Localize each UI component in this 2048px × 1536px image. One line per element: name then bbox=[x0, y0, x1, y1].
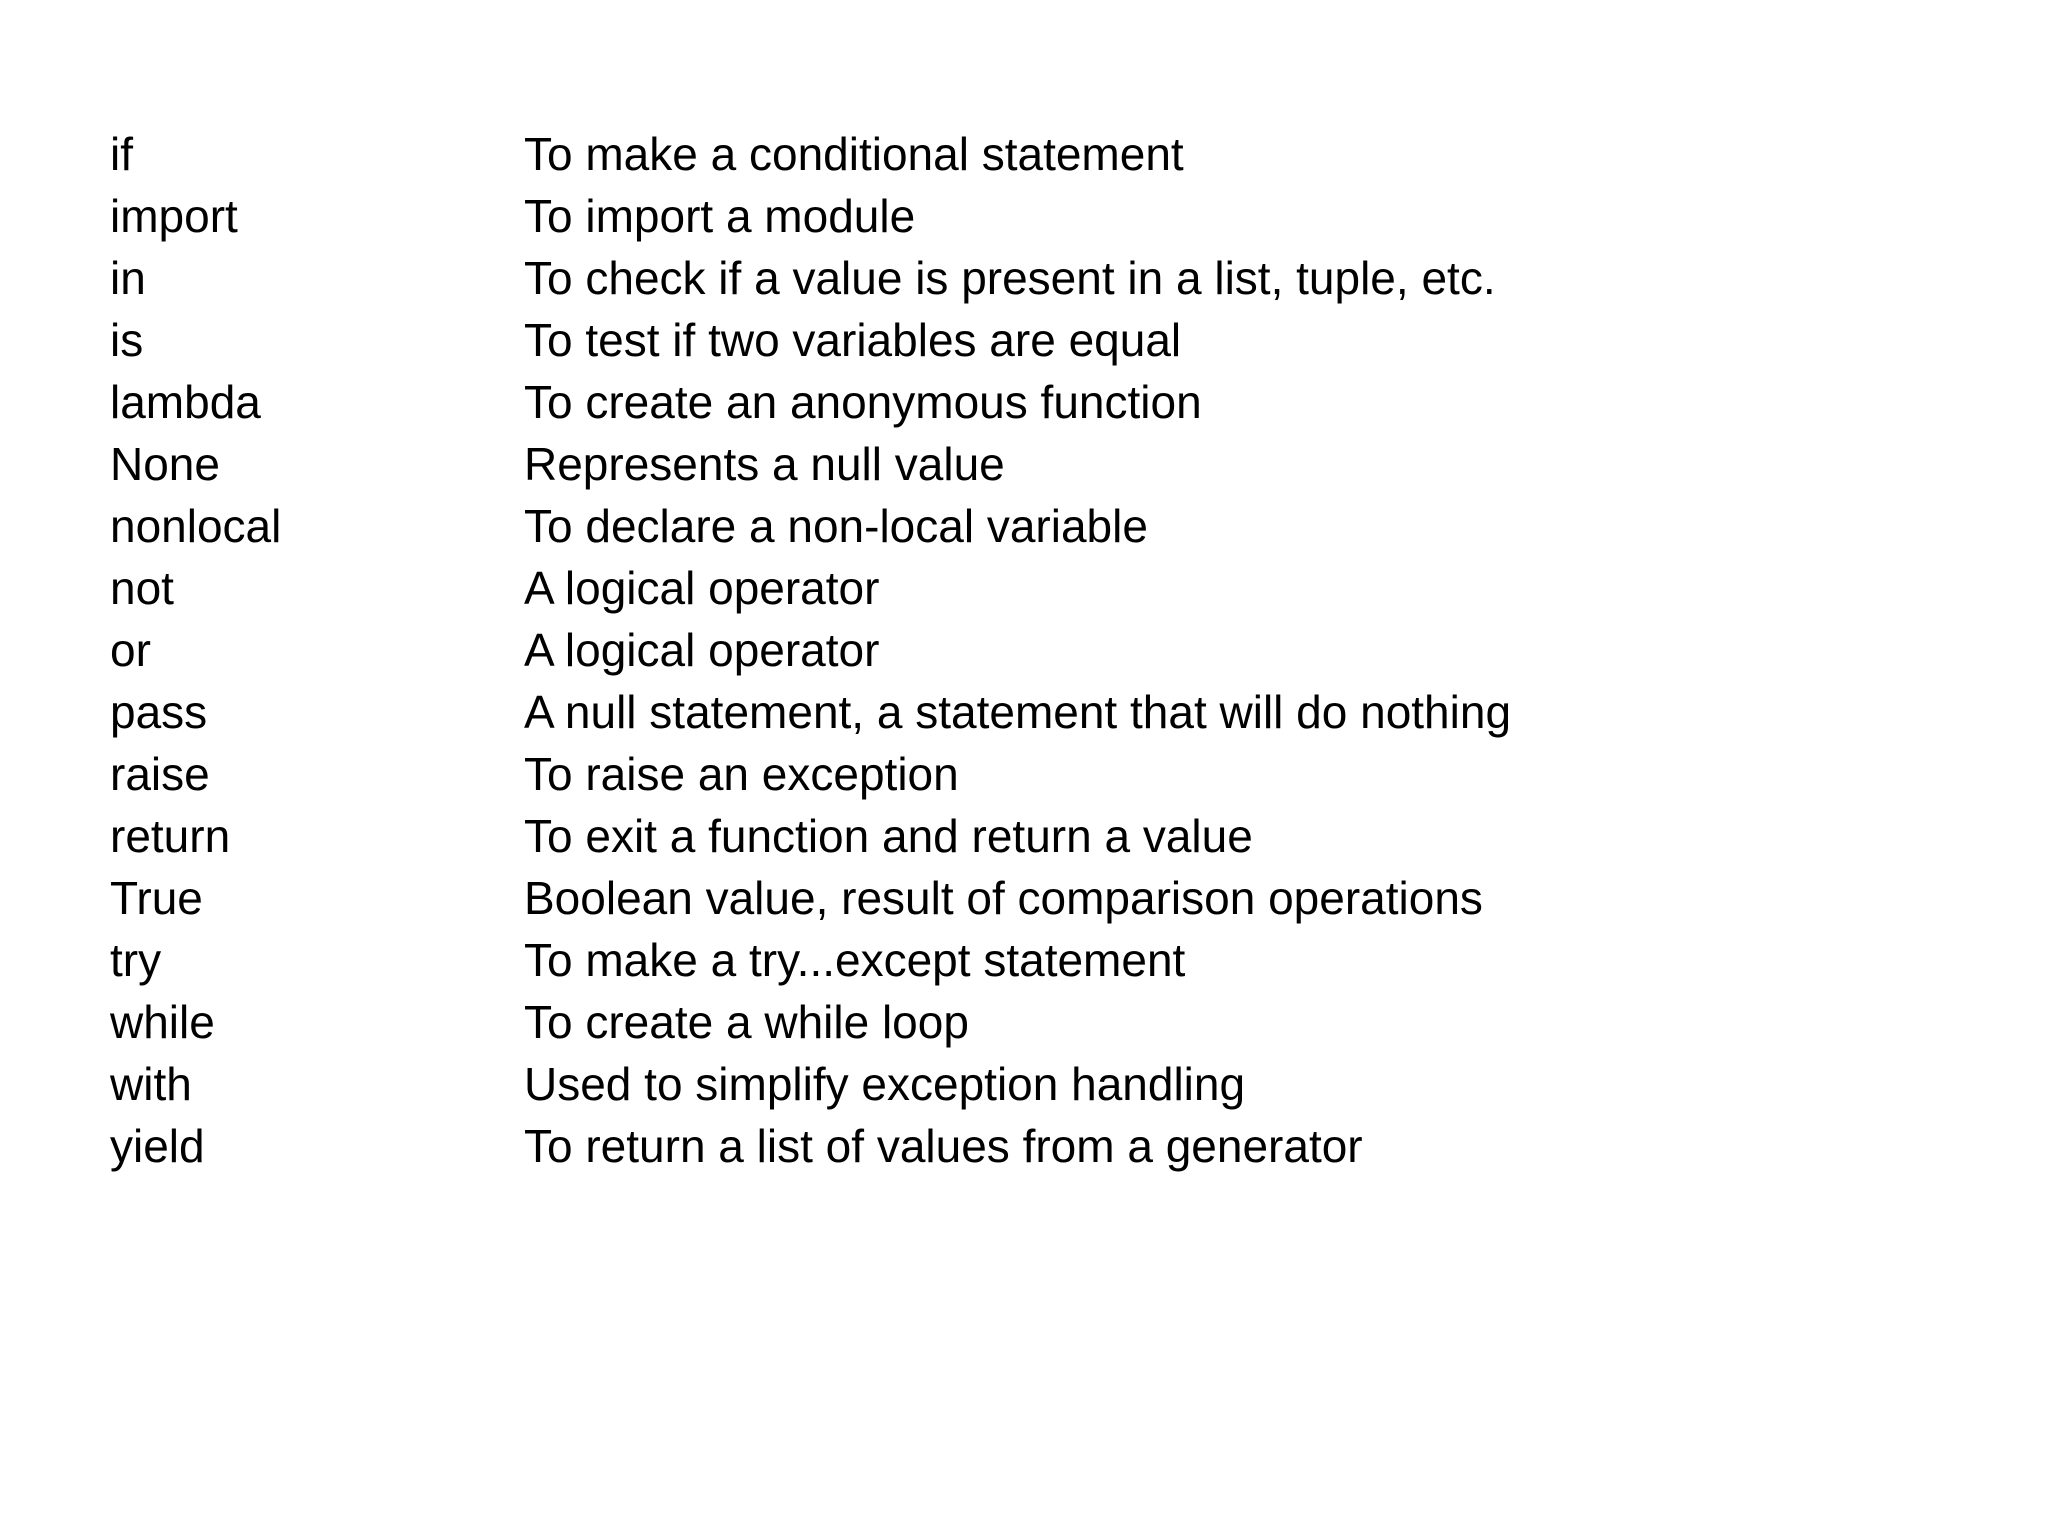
keyword-cell: in bbox=[110, 252, 146, 304]
keyword-cell: not bbox=[110, 562, 174, 614]
keyword-cell: lambda bbox=[110, 376, 261, 428]
description-cell: To raise an exception bbox=[524, 748, 959, 800]
keyword-table bbox=[110, 123, 1810, 1177]
keyword-cell: is bbox=[110, 314, 144, 366]
table-row bbox=[110, 867, 1810, 929]
keyword-cell: yield bbox=[110, 1120, 205, 1172]
keyword-cell: nonlocal bbox=[110, 500, 282, 552]
keyword-cell: or bbox=[110, 624, 151, 676]
keyword-cell: with bbox=[110, 1058, 192, 1110]
keyword-cell: return bbox=[110, 810, 231, 862]
table-row bbox=[110, 371, 1810, 433]
description-cell: To make a try...except statement bbox=[524, 934, 1186, 986]
description-cell: A logical operator bbox=[524, 562, 880, 614]
table-row bbox=[110, 1115, 1810, 1177]
keyword-cell: while bbox=[110, 996, 215, 1048]
keyword-cell: True bbox=[110, 872, 203, 924]
description-cell: To return a list of values from a generator bbox=[524, 1120, 1363, 1172]
description-cell: To make a conditional statement bbox=[524, 128, 1184, 180]
table-row bbox=[110, 743, 1810, 805]
description-cell: A null statement, a statement that will do nothing bbox=[524, 686, 1512, 738]
description-cell: To create a while loop bbox=[524, 996, 969, 1048]
keyword-cell: raise bbox=[110, 748, 210, 800]
description-cell: To exit a function and return a value bbox=[524, 810, 1253, 862]
table-row bbox=[110, 247, 1810, 309]
table-row bbox=[110, 681, 1810, 743]
description-cell: To check if a value is present in a list, tuple, etc. bbox=[524, 252, 1496, 304]
description-cell: Used to simplify exception handling bbox=[524, 1058, 1246, 1110]
description-cell: Boolean value, result of comparison operations bbox=[524, 872, 1483, 924]
keyword-cell: try bbox=[110, 934, 162, 986]
table-row bbox=[110, 495, 1810, 557]
table-row bbox=[110, 557, 1810, 619]
keyword-cell: if bbox=[110, 128, 133, 180]
description-cell: To declare a non-local variable bbox=[524, 500, 1148, 552]
description-cell: To create an anonymous function bbox=[524, 376, 1202, 428]
keyword-cell: pass bbox=[110, 686, 208, 738]
table-row bbox=[110, 185, 1810, 247]
table-row bbox=[110, 309, 1810, 371]
table-row bbox=[110, 619, 1810, 681]
table-row bbox=[110, 123, 1810, 185]
description-cell: Represents a null value bbox=[524, 438, 1005, 490]
keyword-cell: None bbox=[110, 438, 220, 490]
table-row bbox=[110, 929, 1810, 991]
description-cell: To import a module bbox=[524, 190, 916, 242]
description-cell: To test if two variables are equal bbox=[524, 314, 1182, 366]
table-row bbox=[110, 1053, 1810, 1115]
keyword-cell: import bbox=[110, 190, 238, 242]
table-row bbox=[110, 991, 1810, 1053]
table-row bbox=[110, 433, 1810, 495]
table-row bbox=[110, 805, 1810, 867]
description-cell: A logical operator bbox=[524, 624, 880, 676]
